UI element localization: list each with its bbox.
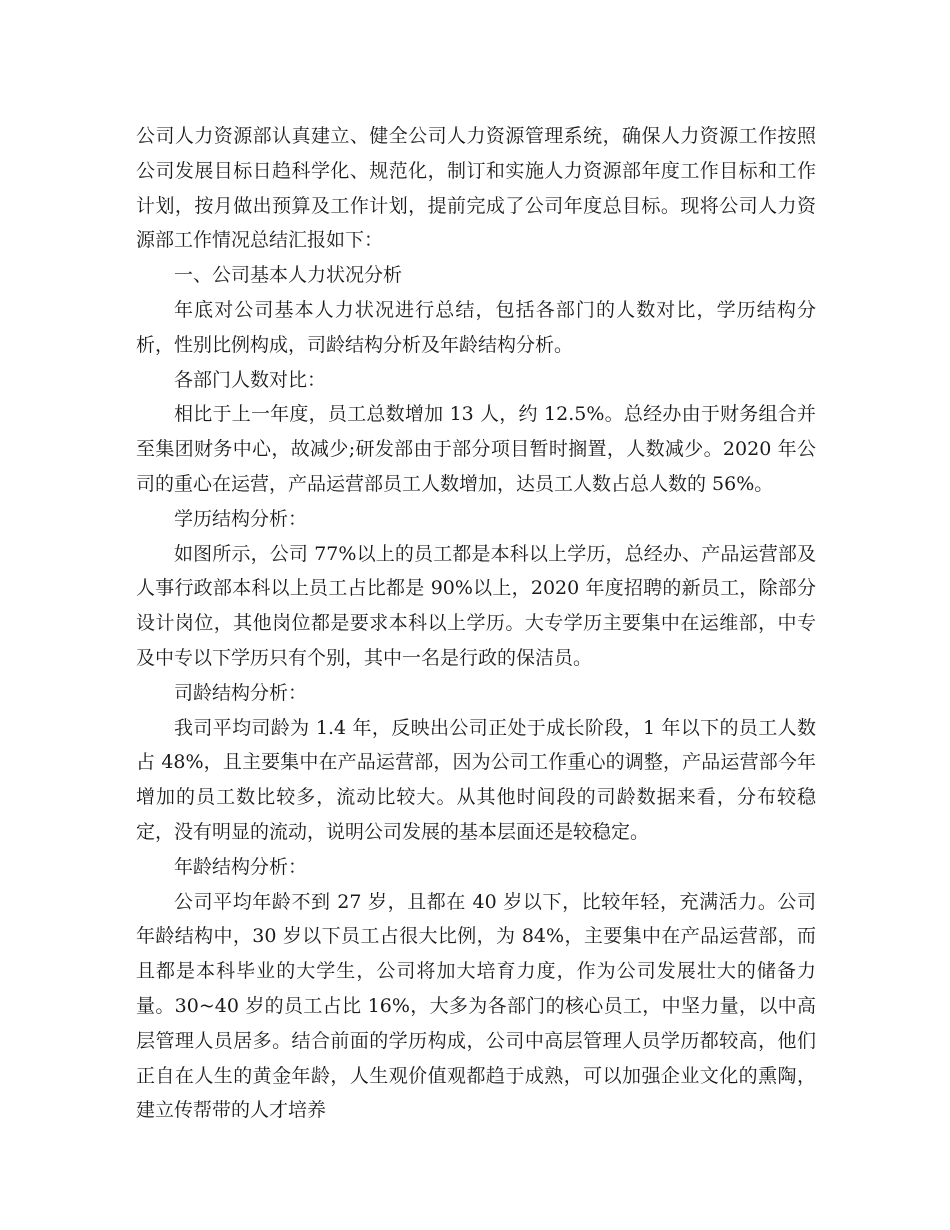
paragraph-intro: 公司人力资源部认真建立、健全公司人力资源管理系统，确保人力资源工作按照公司发展目标日趋科学化、规范化，制订和实施人力资源部年度工作目标和工作计划，按月做出预算及工作计划，提前完成了公司年度总目标。现将公司人力资源部工作情况总结汇报如下：	[136, 125, 816, 252]
paragraph-department-headcount: 相比于上一年度，员工总数增加 13 人，约 12.5%。总经办由于财务组合并至集团财务中心，故减少;研发部由于部分项目暂时搁置，人数减少。2020 年公司的重心在运营，产品运营部员工人数增加，达员工人数占总人数的 56%。	[136, 403, 816, 495]
subheading-age: 年龄结构分析：	[174, 855, 308, 878]
subheading-tenure: 司龄结构分析：	[174, 681, 308, 704]
document-body	[136, 119, 816, 1128]
paragraph-education: 如图所示，公司 77%以上的员工都是本科以上学历，总经办、产品运营部及人事行政部本科以上员工占比都是 90%以上，2020 年度招聘的新员工，除部分设计岗位，其他岗位都是要求本科以上学历。大专学历主要集中在运维部，中专及中专以下学历只有个别，其中一名是行政的保洁员。	[136, 542, 816, 669]
section-heading-1: 一、公司基本人力状况分析	[174, 264, 403, 287]
paragraph-overview: 年底对公司基本人力状况进行总结，包括各部门的人数对比，学历结构分析，性别比例构成，司龄结构分析及年龄结构分析。	[136, 298, 816, 356]
paragraph-age: 公司平均年龄不到 27 岁，且都在 40 岁以下，比较年轻，充满活力。公司年龄结构中，30 岁以下员工占很大比例，为 84%，主要集中在产品运营部，而且都是本科毕业的大学生，公司将加大培育力度，作为公司发展壮大的储备力量。30~40 岁的员工占比 16%，大多为各部门的核心员工，中坚力量，以中高层管理人员居多。结合前面的学历构成，公司中高层管理人员学历都较高，他们正自在人生的黄金年龄，人生观价值观都趋于成熟，可以加强企业文化的熏陶，建立传帮带的人才培养	[136, 890, 816, 1122]
subheading-department-headcount: 各部门人数对比：	[174, 368, 327, 391]
paragraph-tenure: 我司平均司龄为 1.4 年，反映出公司正处于成长阶段，1 年以下的员工人数占 48%，且主要集中在产品运营部，因为公司工作重心的调整，产品运营部今年增加的员工数比较多，流动比较大。从其他时间段的司龄数据来看，分布较稳定，没有明显的流动，说明公司发展的基本层面还是较稳定。	[136, 716, 816, 843]
subheading-education: 学历结构分析：	[174, 507, 308, 530]
